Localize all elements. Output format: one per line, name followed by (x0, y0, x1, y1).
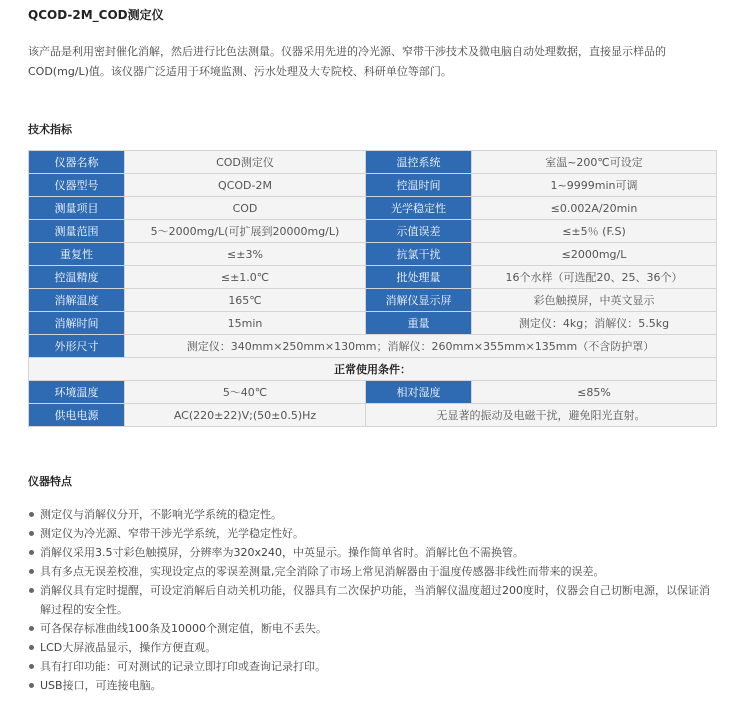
spec-label: 重量 (366, 312, 472, 335)
feature-item (28, 638, 718, 657)
bullet-icon (29, 683, 34, 688)
spec-row (29, 312, 717, 335)
spec-label: 测量范围 (29, 220, 125, 243)
spec-row (29, 266, 717, 289)
spec-value: ≤±1.0℃ (125, 266, 366, 289)
bullet-icon (29, 569, 34, 574)
bullet-icon (29, 626, 34, 631)
spec-label: 环境温度 (29, 381, 125, 404)
feature-text: 测定仪与消解仪分开，不影响光学系统的稳定性。 (40, 508, 282, 521)
spec-value: 彩色触摸屏，中英文显示 (472, 289, 717, 312)
spec-value: 1~9999min可调 (472, 174, 717, 197)
spec-row (29, 243, 717, 266)
spec-value: 15min (125, 312, 366, 335)
product-intro: 该产品是利用密封催化消解，然后进行比色法测量。仪器采用先进的冷光源、窄带干涉技术及微电脑自动处理数据，直接显示样品的COD(mg/L)值。该仪器广泛适用于环境监测、污水处理及大专院校、科研单位等部门。 (28, 45, 666, 78)
bullet-icon (29, 664, 34, 669)
feature-text: 具有多点无误差校准，实现设定点的零误差测量,完全消除了市场上常见消解器由于温度传感器非线性而带来的误差。 (40, 565, 605, 578)
feature-text: 具有打印功能：可对测试的记录立即打印或查询记录打印。 (40, 660, 326, 673)
bullet-icon (29, 531, 34, 536)
feature-text: LCD大屏液晶显示，操作方便直观。 (40, 641, 217, 654)
spec-value: 测定仪：4kg；消解仪：5.5kg (472, 312, 717, 335)
spec-row (29, 174, 717, 197)
bullet-icon (29, 588, 34, 593)
spec-label: 温控系统 (366, 151, 472, 174)
spec-label: 抗氯干扰 (366, 243, 472, 266)
spec-value: ≤±5％ (F.S) (472, 220, 717, 243)
spec-label: 示值误差 (366, 220, 472, 243)
spec-value: ≤2000mg/L (472, 243, 717, 266)
spec-value: AC(220±22)V;(50±0.5)Hz (125, 404, 366, 427)
spec-heading: 技术指标 (28, 123, 72, 136)
feature-text: 消解仪具有定时提醒，可设定消解后自动关机功能，仪器具有二次保护功能，当消解仪温度超过200度时，仪器会自己切断电源，以保证消解过程的安全性。 (40, 584, 710, 616)
spec-label: 控温时间 (366, 174, 472, 197)
feature-item (28, 524, 718, 543)
spec-value: 5～2000mg/L(可扩展到20000mg/L) (125, 220, 366, 243)
feature-item (28, 581, 718, 619)
spec-conditions-heading (29, 358, 717, 381)
bullet-icon (29, 645, 34, 650)
spec-row (29, 289, 717, 312)
spec-value: ≤0.002A/20min (472, 197, 717, 220)
spec-row-condition (29, 381, 717, 404)
spec-label: 消解时间 (29, 312, 125, 335)
feature-item (28, 676, 718, 695)
spec-row-dimensions (29, 335, 717, 358)
spec-label: 光学稳定性 (366, 197, 472, 220)
spec-label: 控温精度 (29, 266, 125, 289)
feature-text: 测定仪为冷光源、窄带干涉光学系统，光学稳定性好。 (40, 527, 304, 540)
spec-label: 相对湿度 (366, 381, 472, 404)
spec-value: 室温~200℃可设定 (472, 151, 717, 174)
spec-value: 无显著的振动及电磁干扰，避免阳光直射。 (366, 404, 717, 427)
spec-label: 仪器型号 (29, 174, 125, 197)
feature-text: USB接口，可连接电脑。 (40, 679, 162, 692)
spec-value: ≤±3% (125, 243, 366, 266)
spec-value: 5～40℃ (125, 381, 366, 404)
spec-row (29, 151, 717, 174)
feature-item (28, 619, 718, 638)
spec-value: 测定仪：340mm×250mm×130mm；消解仪：260mm×355mm×135mm（不含防护罩） (125, 335, 717, 358)
spec-label: 消解仪显示屏 (366, 289, 472, 312)
spec-label: 重复性 (29, 243, 125, 266)
spec-label: 供电电源 (29, 404, 125, 427)
feature-list (28, 505, 718, 695)
spec-value: ≤85% (472, 381, 717, 404)
bullet-icon (29, 512, 34, 517)
feature-text: 可各保存标准曲线100条及10000个测定值，断电不丢失。 (40, 622, 327, 635)
spec-row (29, 197, 717, 220)
feature-item (28, 657, 718, 676)
spec-value: QCOD-2M (125, 174, 366, 197)
features-heading: 仪器特点 (28, 475, 72, 488)
feature-item (28, 543, 718, 562)
bullet-icon (29, 550, 34, 555)
spec-label: 仪器名称 (29, 151, 125, 174)
spec-label: 测量项目 (29, 197, 125, 220)
spec-table (28, 150, 717, 427)
spec-value: 16个水样（可选配20、25、36个） (472, 266, 717, 289)
feature-item (28, 562, 718, 581)
feature-item (28, 505, 718, 524)
spec-label: 外形尺寸 (29, 335, 125, 358)
spec-row-condition (29, 404, 717, 427)
spec-value: COD (125, 197, 366, 220)
feature-text: 消解仪采用3.5寸彩色触摸屏，分辨率为320x240，中英显示。操作简单省时。消解比色不需换管。 (40, 546, 524, 559)
spec-value: 165℃ (125, 289, 366, 312)
spec-label: 批处理量 (366, 266, 472, 289)
page-title: QCOD-2M_COD测定仪 (28, 8, 164, 22)
conditions-label: 正常使用条件： (29, 358, 717, 381)
spec-value: COD测定仪 (125, 151, 366, 174)
spec-label: 消解温度 (29, 289, 125, 312)
spec-row (29, 220, 717, 243)
